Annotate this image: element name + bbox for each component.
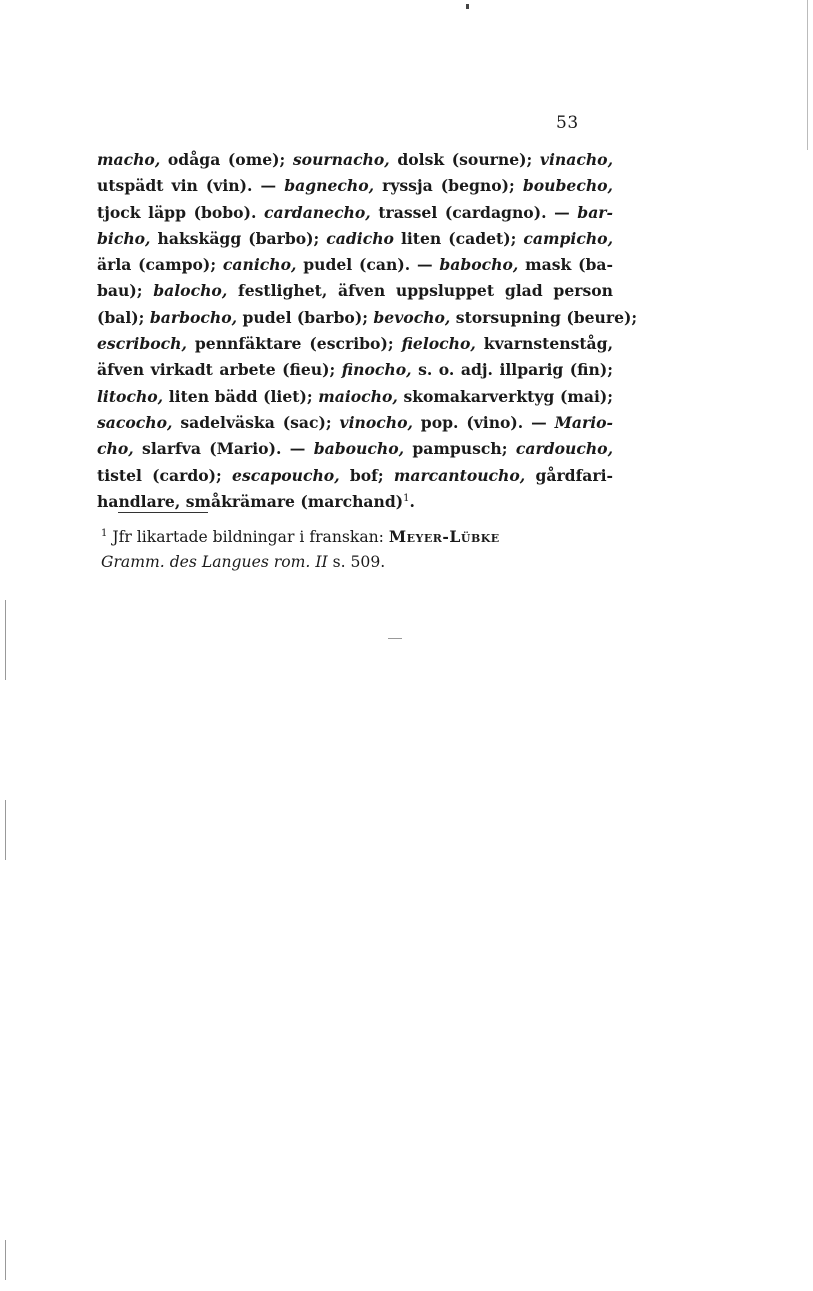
headword: marcantoucho, — [393, 465, 526, 485]
headword: Mario- — [554, 412, 613, 432]
headword: cardanecho, — [263, 202, 371, 222]
text-segment: hakskägg (barbo); — [150, 228, 327, 248]
text-segment: festlighet, äfven uppsluppet glad person — [227, 281, 613, 301]
headword: bicho, — [97, 228, 151, 248]
headword: babocho, — [439, 255, 519, 275]
text-segment: skomakarverktyg (mai); — [397, 386, 613, 406]
text-segment: bau); — [97, 281, 154, 301]
headword: boubecho, — [522, 176, 613, 196]
text-segment: tistel (cardo); — [97, 465, 233, 485]
text-segment: bof; — [339, 465, 394, 485]
text-segment: handlare, småkrämare (marchand) — [97, 491, 404, 511]
headword: sournacho, — [292, 150, 390, 169]
footnote-work: Gramm. des Langues rom. II — [101, 553, 328, 571]
text-segment: . — [409, 491, 415, 511]
text-line — [97, 278, 613, 304]
headword: balocho, — [153, 281, 228, 301]
headword: cho, — [97, 439, 134, 459]
text-segment: pudel (barbo); — [237, 307, 374, 327]
text-line — [97, 357, 613, 383]
scan-dash — [388, 638, 402, 639]
headword: campicho, — [523, 228, 613, 248]
headword: baboucho, — [313, 439, 405, 459]
text-segment: pampusch; — [404, 439, 516, 459]
text-segment: äfven virkadt arbete (fieu); — [97, 360, 342, 380]
headword: bagnecho, — [284, 176, 375, 196]
headword: fielocho, — [401, 334, 476, 354]
text-segment: s. o. adj. illparig (fin); — [411, 360, 613, 380]
scan-edge-line — [5, 600, 6, 680]
headword: canicho, — [222, 255, 297, 275]
text-line — [97, 436, 613, 462]
scan-edge-line — [5, 800, 6, 860]
text-segment: utspädt vin (vin). — — [97, 176, 285, 196]
footnote-rule — [118, 512, 208, 513]
text-line — [97, 305, 638, 331]
headword: bevocho, — [373, 307, 451, 327]
text-segment: ärla (campo); — [97, 255, 223, 275]
text-line — [97, 384, 613, 410]
text-segment: tjock läpp (bobo). — [97, 202, 264, 222]
text-segment: (bal); — [97, 307, 150, 327]
text-line — [97, 410, 613, 436]
headword: maiocho, — [318, 386, 398, 406]
text-line — [97, 226, 613, 252]
text-segment: liten bädd (liet); — [163, 386, 319, 406]
page-number: 53 — [556, 113, 579, 133]
headword: bar- — [577, 202, 613, 222]
headword: vinacho, — [539, 150, 613, 169]
headword: vinocho, — [339, 412, 413, 432]
text-segment: gårdfari- — [525, 465, 613, 485]
headword: litocho, — [97, 386, 164, 406]
footnote-author: Meyer-Lübke — [388, 527, 500, 546]
text-segment: pudel (can). — — [296, 255, 440, 275]
footnote-rest: s. 509. — [327, 553, 386, 571]
scan-edge-line — [807, 0, 808, 150]
headword: barbocho, — [149, 307, 238, 327]
text-segment: pennfäktare (escribo); — [186, 334, 402, 354]
text-line — [97, 200, 613, 226]
scan-edge-line — [5, 1240, 6, 1280]
text-segment: storsupning (beure); — [450, 307, 638, 327]
scan-speck — [466, 4, 469, 9]
text-segment: sadelväska (sac); — [172, 412, 340, 432]
headword: finocho, — [341, 360, 412, 380]
headword: escriboch, — [97, 334, 187, 354]
footnote — [101, 524, 611, 575]
text-line — [97, 252, 613, 278]
text-line — [97, 463, 613, 489]
footnote-lead: Jfr likartade bildningar i franskan: — [107, 528, 389, 546]
headword: cardoucho, — [515, 439, 613, 459]
text-segment: trassel (cardagno). — — [370, 202, 578, 222]
text-segment: ryssja (begno); — [374, 176, 523, 196]
footnote-ref: 1 — [403, 492, 410, 504]
text-segment: mask (ba- — [518, 255, 614, 275]
text-line — [97, 331, 613, 357]
text-segment: dolsk (sourne); — [389, 150, 540, 169]
text-segment: pop. (vino). — — [412, 412, 555, 432]
text-segment: slarfva (Mario). — — [133, 439, 314, 459]
text-line — [97, 147, 613, 173]
footnote-marker: 1 — [101, 528, 108, 539]
text-line — [97, 173, 613, 199]
headword: escapoucho, — [232, 465, 340, 485]
text-segment: odåga (ome); — [160, 150, 293, 169]
text-segment: liten (cadet); — [393, 228, 524, 248]
text-segment: kvarnstenståg, — [475, 334, 613, 354]
headword: macho, — [97, 150, 161, 169]
main-text — [97, 147, 638, 515]
headword: cadicho — [326, 228, 394, 248]
headword: sacocho, — [97, 412, 173, 432]
